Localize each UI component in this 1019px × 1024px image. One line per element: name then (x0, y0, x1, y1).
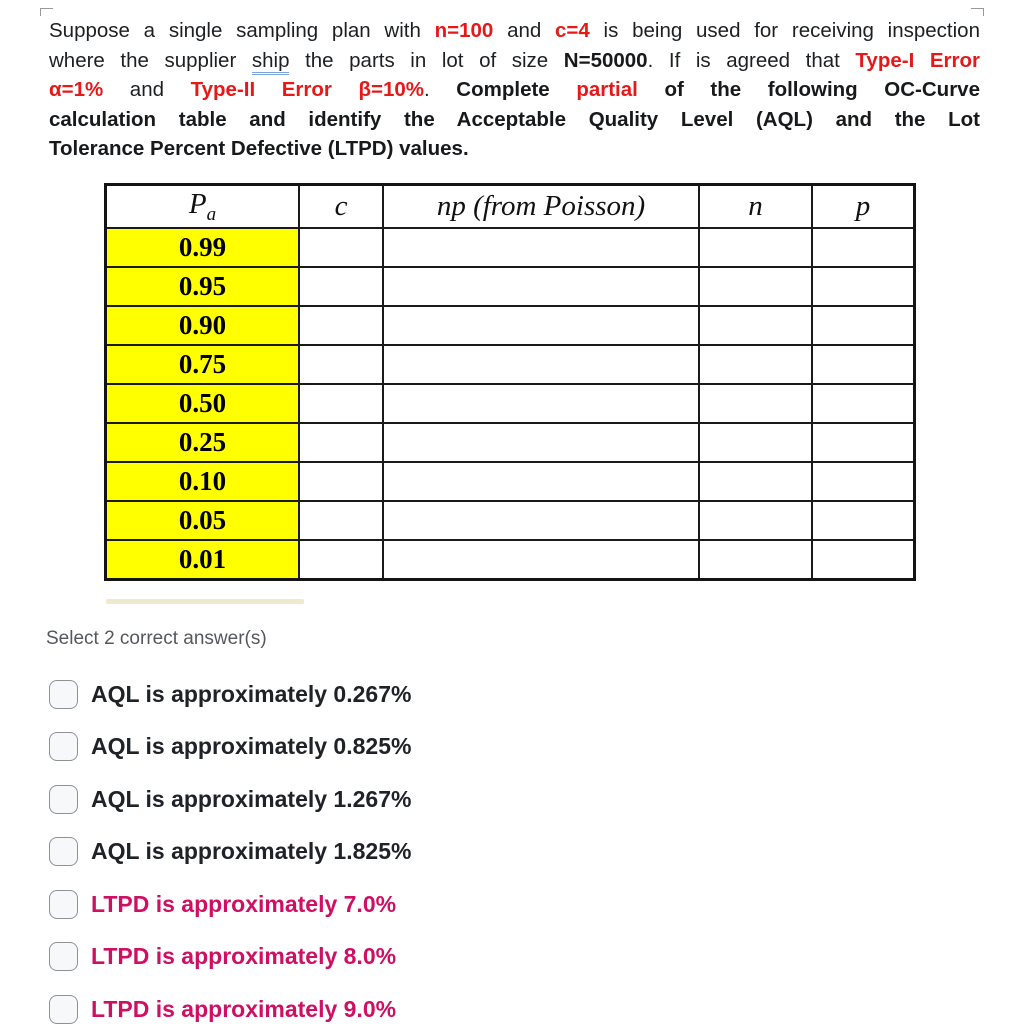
empty-cell (383, 462, 699, 501)
question-segment-bold: Tolerance Percent Defective (LTPD) values. (49, 137, 469, 161)
empty-cell (699, 462, 812, 501)
option-row-ltpd-80[interactable] (49, 942, 411, 972)
empty-cell (699, 540, 812, 580)
empty-cell (812, 384, 915, 423)
question-segment: . (424, 78, 457, 102)
pa-subscript: a (206, 203, 217, 225)
empty-cell (383, 345, 699, 384)
empty-cell (383, 306, 699, 345)
option-checkbox[interactable] (49, 785, 78, 814)
question-line (49, 134, 980, 164)
pa-cell: 0.90 (106, 306, 300, 345)
table-row (106, 384, 915, 423)
empty-cell (299, 540, 383, 580)
option-checkbox[interactable] (49, 890, 78, 919)
empty-cell (812, 306, 915, 345)
empty-cell (299, 462, 383, 501)
question-segment-bold: of the following OC-Curve (637, 78, 980, 102)
question-segment: where the supplier (49, 48, 252, 72)
option-label[interactable]: LTPD is approximately 8.0% (91, 943, 397, 969)
empty-cell (812, 423, 915, 462)
pa-cell: 0.25 (106, 423, 300, 462)
option-checkbox[interactable] (49, 732, 78, 761)
empty-cell (383, 501, 699, 540)
empty-cell (299, 423, 383, 462)
header-c: c (299, 185, 383, 229)
frame-corner-top-left-mark (40, 8, 53, 16)
answer-options-list (49, 679, 411, 1024)
table-row (106, 540, 915, 580)
option-row-ltpd-70[interactable] (49, 889, 411, 919)
empty-cell (699, 423, 812, 462)
frame-corner-top-right-mark (971, 8, 984, 16)
option-row-aql-1825[interactable] (49, 837, 411, 867)
question-line (49, 46, 980, 76)
table-header-row (106, 185, 915, 229)
empty-cell (383, 384, 699, 423)
option-label[interactable]: LTPD is approximately 7.0% (91, 890, 397, 917)
question-segment-red: partial (576, 78, 638, 102)
question-segment-red: Type-II Error β=10% (190, 78, 424, 102)
question-text (49, 16, 980, 164)
empty-cell (383, 423, 699, 462)
empty-cell (812, 267, 915, 306)
option-label[interactable]: AQL is approximately 0.825% (91, 733, 412, 759)
empty-cell (699, 306, 812, 345)
empty-cell (812, 540, 915, 580)
empty-cell (812, 462, 915, 501)
question-segment: . If is agreed that (647, 48, 856, 72)
pa-cell: 0.99 (106, 228, 300, 267)
option-row-ltpd-90[interactable] (49, 994, 411, 1024)
header-p: p (812, 185, 915, 229)
option-checkbox[interactable] (49, 680, 78, 709)
pa-cell: 0.05 (106, 501, 300, 540)
empty-cell (299, 384, 383, 423)
option-label[interactable]: LTPD is approximately 9.0% (91, 995, 397, 1022)
question-line (49, 75, 980, 105)
select-instruction: Select 2 correct answer(s) (46, 628, 267, 649)
table-image-artifact (106, 599, 304, 604)
empty-cell (383, 540, 699, 580)
header-np-poisson: np (from Poisson) (383, 185, 699, 229)
empty-cell (299, 501, 383, 540)
question-segment-red: c=4 (555, 19, 590, 42)
question-segment: the parts in lot of size (289, 48, 564, 72)
table-row (106, 306, 915, 345)
option-row-aql-0825[interactable] (49, 732, 411, 762)
option-label[interactable]: AQL is approximately 1.825% (91, 838, 412, 864)
pa-cell: 0.50 (106, 384, 300, 423)
pa-cell: 0.75 (106, 345, 300, 384)
table-row (106, 423, 915, 462)
table-row (106, 501, 915, 540)
empty-cell (299, 306, 383, 345)
pa-cell: 0.01 (106, 540, 300, 580)
question-segment: and (493, 19, 556, 42)
question-segment-underlined: ship (252, 49, 290, 75)
pa-cell: 0.95 (106, 267, 300, 306)
header-n: n (699, 185, 812, 229)
empty-cell (299, 267, 383, 306)
question-segment: Suppose a single sampling plan with (49, 19, 435, 42)
empty-cell (699, 228, 812, 267)
empty-cell (812, 501, 915, 540)
question-segment-red: n=100 (434, 19, 494, 42)
question-line (49, 105, 980, 135)
question-line (49, 16, 980, 46)
empty-cell (383, 228, 699, 267)
option-checkbox[interactable] (49, 837, 78, 866)
empty-cell (812, 345, 915, 384)
oc-curve-table (104, 183, 916, 581)
pa-cell: 0.10 (106, 462, 300, 501)
option-row-aql-1267[interactable] (49, 784, 411, 814)
question-segment-bold: N=50000 (563, 48, 648, 72)
empty-cell (699, 384, 812, 423)
table-row (106, 267, 915, 306)
empty-cell (299, 228, 383, 267)
option-row-aql-0267[interactable] (49, 679, 411, 709)
question-segment-red: α=1% (49, 78, 104, 102)
empty-cell (699, 501, 812, 540)
option-checkbox[interactable] (49, 995, 78, 1024)
empty-cell (383, 267, 699, 306)
question-segment-red: Type-I Error (855, 48, 980, 72)
empty-cell (812, 228, 915, 267)
empty-cell (299, 345, 383, 384)
option-label[interactable]: AQL is approximately 1.267% (91, 785, 412, 812)
table-row (106, 228, 915, 267)
option-checkbox[interactable] (49, 942, 78, 971)
pa-symbol: P (188, 187, 207, 220)
header-pa (106, 185, 300, 229)
empty-cell (699, 267, 812, 306)
question-segment-bold: Complete (456, 78, 577, 102)
empty-cell (699, 345, 812, 384)
question-segment: is being used for receiving inspection (589, 19, 980, 42)
table-row (106, 345, 915, 384)
question-segment-bold: calculation table and identify the Acceptable Quality Level (AQL) and the Lot (49, 107, 980, 131)
question-segment: and (103, 78, 191, 102)
table-row (106, 462, 915, 501)
option-label[interactable]: AQL is approximately 0.267% (91, 680, 412, 707)
